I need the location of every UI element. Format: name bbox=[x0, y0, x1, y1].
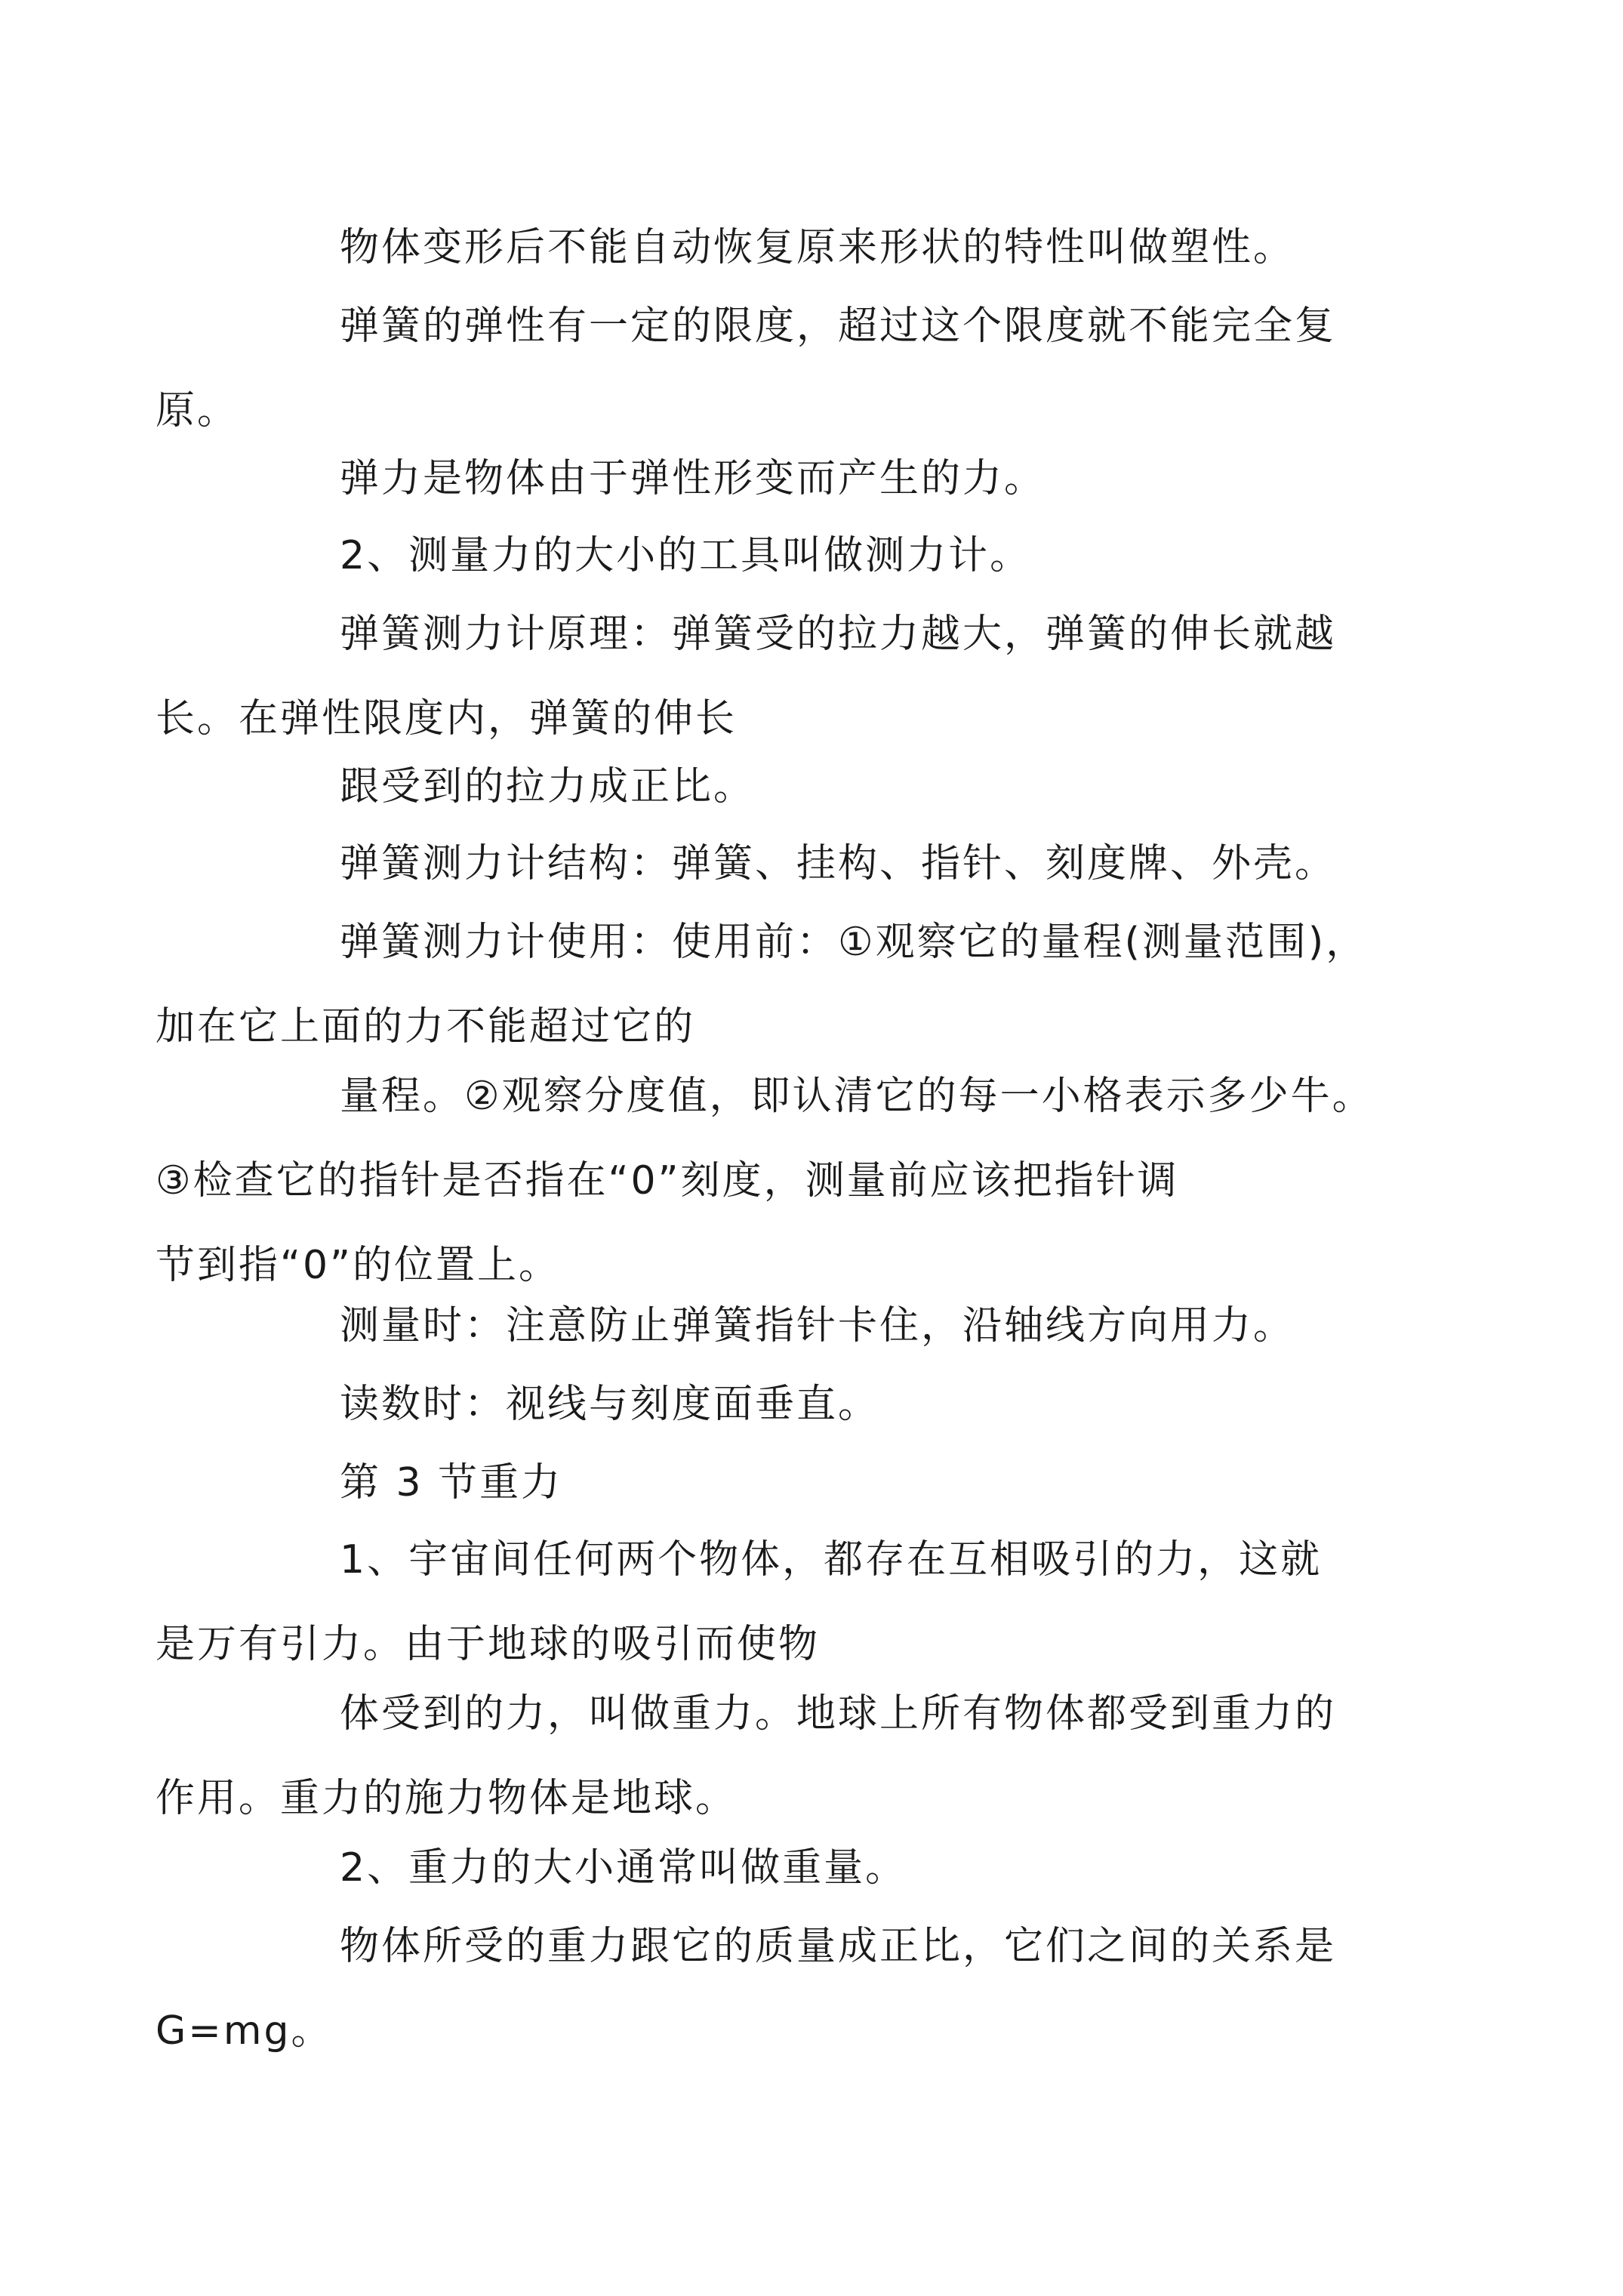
text-line: ③检查它的指针是否指在“0”刻度，测量前应该把指针调 bbox=[156, 1158, 1179, 1203]
text-line: 读数时：视线与刻度面垂直。 bbox=[340, 1382, 880, 1427]
text-line: 作用。重力的施力物体是地球。 bbox=[156, 1776, 738, 1821]
text-line: 节到指“0”的位置上。 bbox=[156, 1243, 560, 1288]
text-line: 2、测量力的大小的工具叫做测力计。 bbox=[340, 533, 1032, 578]
paragraph-formula bbox=[156, 1904, 1425, 2073]
text-line: 是万有引力。由于地球的吸引而使物 bbox=[156, 1622, 821, 1667]
text-line: 弹簧测力计结构：弹簧、挂构、指针、刻度牌、外壳。 bbox=[340, 841, 1337, 886]
text-line: 弹力是物体由于弹性形变而产生的力。 bbox=[340, 456, 1046, 501]
paragraph-gravity bbox=[156, 1672, 1425, 1841]
text-line: 第 3 节重力 bbox=[340, 1460, 563, 1505]
text-line: 弹簧测力计原理：弹簧受的拉力越大，弹簧的伸长就越 bbox=[340, 612, 1337, 657]
paragraph-range-check bbox=[156, 1054, 1425, 1308]
text-line: 物体所受的重力跟它的质量成正比，它们之间的关系是 bbox=[340, 1924, 1337, 1969]
section-heading bbox=[248, 1441, 1425, 1525]
paragraph-measuring bbox=[248, 1284, 1425, 1368]
paragraph-elastic-limit bbox=[156, 284, 1425, 453]
paragraph-structure bbox=[248, 821, 1425, 906]
text-line: 原。 bbox=[156, 388, 239, 433]
paragraph-weight bbox=[248, 1826, 1425, 1910]
paragraph-gravitation bbox=[156, 1518, 1425, 1687]
text-line: G=mg。 bbox=[156, 2008, 333, 2054]
paragraph-usage bbox=[156, 900, 1425, 1069]
paragraph-dynamometer bbox=[248, 513, 1425, 598]
paragraph-elastic-force bbox=[248, 436, 1425, 521]
paragraph-principle bbox=[156, 592, 1425, 761]
text-line: 2、重力的大小通常叫做重量。 bbox=[340, 1845, 907, 1891]
text-line: 长。在弹性限度内，弹簧的伸长 bbox=[156, 696, 738, 741]
text-line: 测量时：注意防止弹簧指针卡住，沿轴线方向用力。 bbox=[340, 1303, 1295, 1348]
text-line: 量程。②观察分度值，即认清它的每一小格表示多少牛。 bbox=[340, 1074, 1374, 1119]
text-line: 跟受到的拉力成正比。 bbox=[340, 764, 756, 809]
text-line: 体受到的力，叫做重力。地球上所有物体都受到重力的 bbox=[340, 1691, 1337, 1737]
paragraph-proportional bbox=[248, 744, 1425, 829]
text-line: 1、宇宙间任何两个物体，都存在互相吸引的力，这就 bbox=[340, 1537, 1323, 1583]
text-line: 加在它上面的力不能超过它的 bbox=[156, 1004, 696, 1049]
paragraph-reading bbox=[248, 1362, 1425, 1447]
text-line: 弹簧的弹性有一定的限度，超过这个限度就不能完全复 bbox=[340, 304, 1337, 349]
text-line: 物体变形后不能自动恢复原来形状的特性叫做塑性。 bbox=[340, 225, 1295, 270]
paragraph-plasticity bbox=[248, 205, 1425, 290]
text-line: 弹簧测力计使用：使用前：①观察它的量程(测量范围)， bbox=[340, 920, 1368, 965]
